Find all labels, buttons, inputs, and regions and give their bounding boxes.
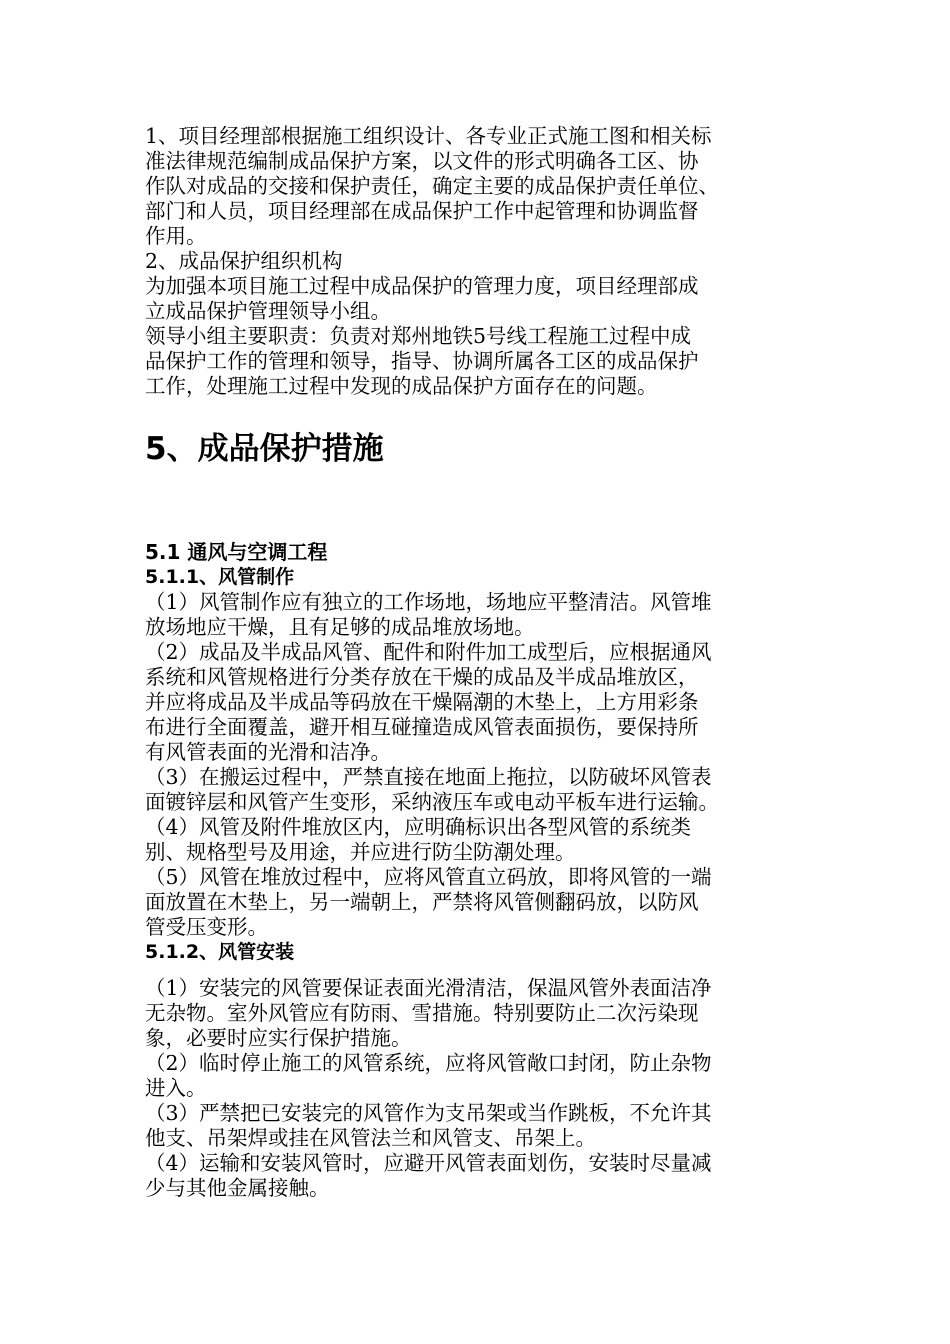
subsection-heading: 5.1 通风与空调工程 (145, 540, 328, 564)
text-line: 1、项目经理部根据施工组织设计、各专业正式施工图和相关标 (145, 124, 712, 148)
text-line: （3）在搬运过程中，严禁直接在地面上拖拉，以防破坏风管表 (145, 765, 712, 789)
text-line: 进入。 (145, 1076, 207, 1100)
text-line: 领导小组主要职责：负责对郑州地铁5号线工程施工过程中成 (145, 324, 692, 348)
spacer (145, 469, 810, 540)
text-line: 品保护工作的管理和领导，指导、协调所属各工区的成品保护 (145, 349, 699, 373)
text-line: （1）安装完的风管要保证表面光滑清洁，保温风管外表面洁净 (145, 976, 712, 1000)
text-line: 系统和风管规格进行分类存放在干燥的成品及半成品堆放区， (145, 665, 699, 689)
text-line: （3）严禁把已安装完的风管作为支吊架或当作跳板，不允许其 (145, 1101, 712, 1125)
text-line: （4）运输和安装风管时，应避开风管表面划伤，安装时尽量减 (145, 1151, 712, 1175)
text-line: 立成品保护管理领导小组。 (145, 299, 391, 323)
text-line: 为加强本项目施工过程中成品保护的管理力度，项目经理部成 (145, 274, 699, 298)
text-line: 布进行全面覆盖，避开相互碰撞造成风管表面损伤，要保持所 (145, 715, 699, 739)
section-heading: 5、成品保护措施 (145, 431, 384, 467)
text-line: 作用。 (145, 224, 207, 248)
text-line: 并应将成品及半成品等码放在干燥隔潮的木垫上，上方用彩条 (145, 690, 699, 714)
text-line: 他支、吊架焊或挂在风管法兰和风管支、吊架上。 (145, 1126, 596, 1150)
text-line: （5）风管在堆放过程中，应将风管直立码放，即将风管的一端 (145, 865, 712, 889)
text-line: （4）风管及附件堆放区内，应明确标识出各型风管的系统类 (145, 815, 692, 839)
text-line: 面镀锌层和风管产生变形，采纳液压车或电动平板车进行运输。 (145, 790, 719, 814)
text-line: （1）风管制作应有独立的工作场地，场地应平整清洁。风管堆 (145, 590, 712, 614)
text-line: 别、规格型号及用途，并应进行防尘防潮处理。 (145, 840, 576, 864)
text-line: 2、成品保护组织机构 (145, 249, 343, 273)
duct-fabrication-section (145, 590, 810, 940)
text-line: 无杂物。室外风管应有防雨、雪措施。特别要防止二次污染现 (145, 1001, 699, 1025)
text-line: 作队对成品的交接和保护责任，确定主要的成品保护责任单位、 (145, 174, 719, 198)
subsubsection-heading: 5.1.2、风管安装 (145, 941, 295, 963)
subsubsection-heading: 5.1.1、风管制作 (145, 566, 295, 588)
duct-installation-section (145, 976, 810, 1201)
spacer (145, 965, 810, 976)
text-line: （2）临时停止施工的风管系统，应将风管敞口封闭，防止杂物 (145, 1051, 712, 1075)
text-line: 有风管表面的光滑和洁净。 (145, 740, 391, 764)
text-line: 面放置在木垫上，另一端朝上，严禁将风管侧翻码放，以防风 (145, 890, 699, 914)
text-line: （2）成品及半成品风管、配件和附件加工成型后，应根据通风 (145, 640, 712, 664)
document-page (145, 124, 810, 1201)
intro-section (145, 124, 810, 399)
text-line: 少与其他金属接触。 (145, 1176, 330, 1200)
text-line: 管受压变形。 (145, 915, 268, 939)
text-line: 部门和人员，项目经理部在成品保护工作中起管理和协调监督 (145, 199, 699, 223)
text-line: 象，必要时应实行保护措施。 (145, 1026, 412, 1050)
text-line: 工作，处理施工过程中发现的成品保护方面存在的问题。 (145, 374, 658, 398)
text-line: 放场地应干燥，且有足够的成品堆放场地。 (145, 615, 535, 639)
text-line: 准法律规范编制成品保护方案，以文件的形式明确各工区、协 (145, 149, 699, 173)
